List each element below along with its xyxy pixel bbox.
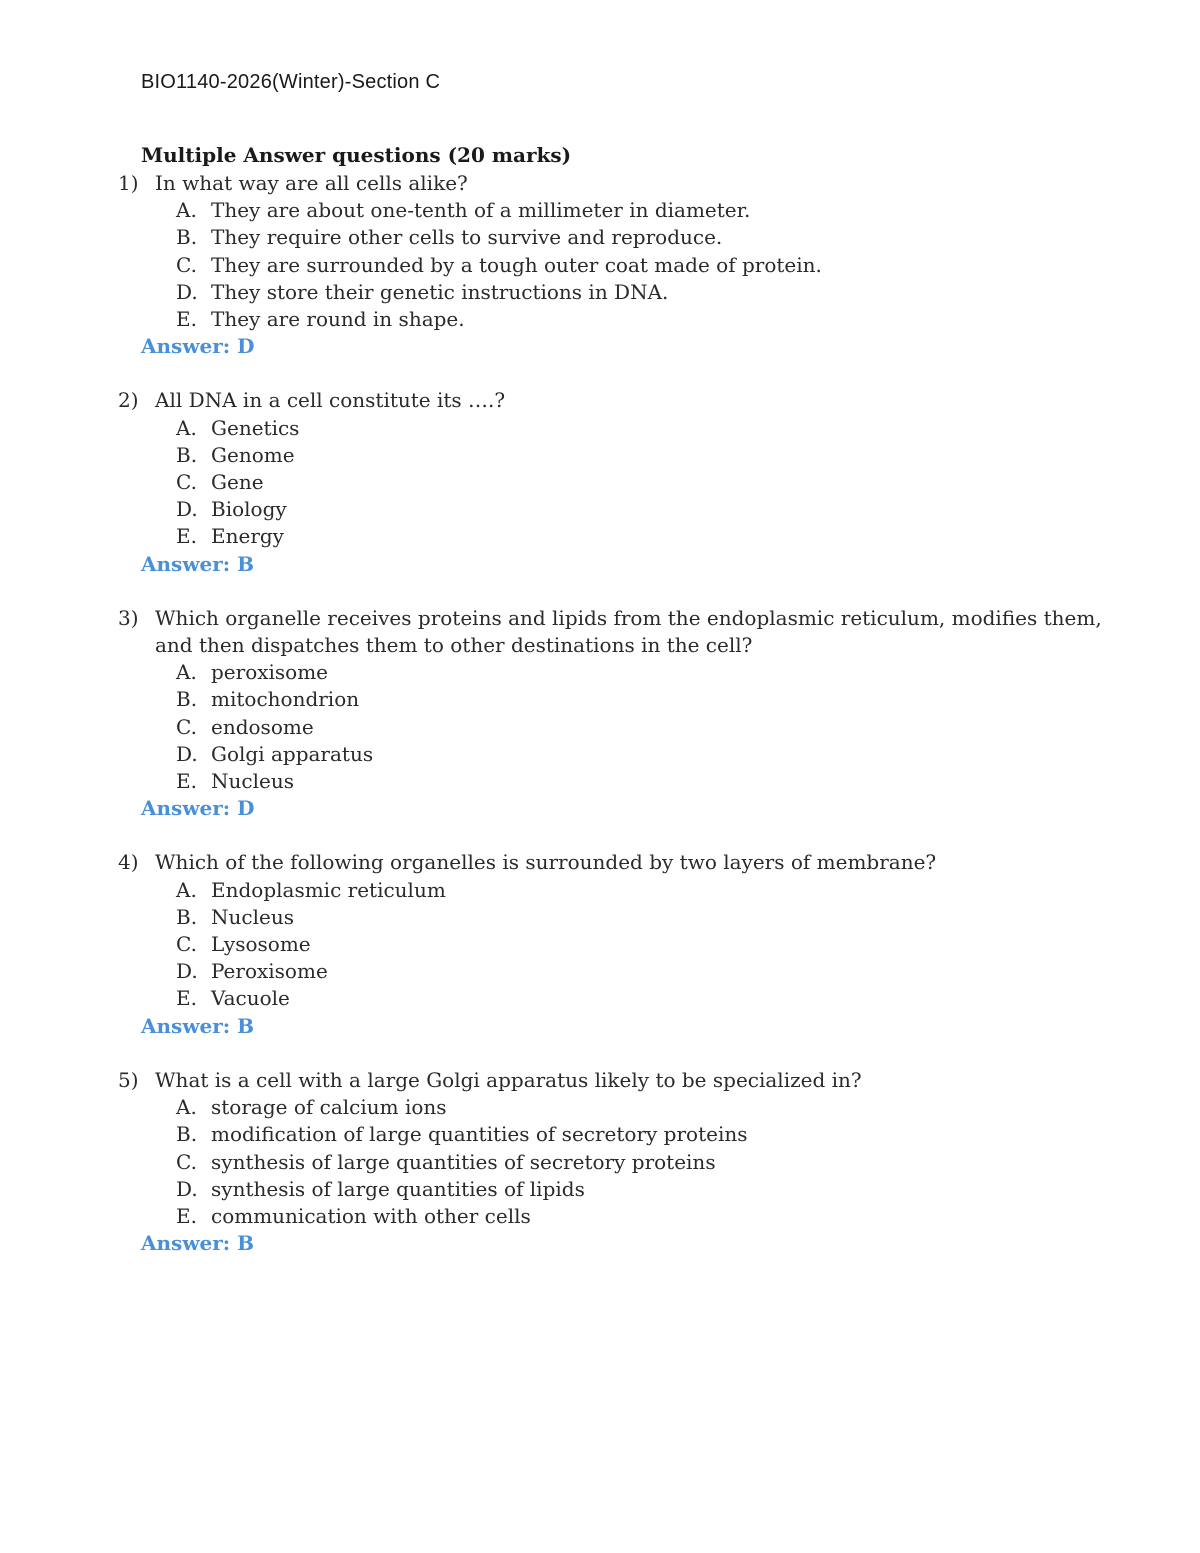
option-item (176, 686, 1116, 713)
option-letter: D. (176, 497, 198, 522)
option-text: Lysosome (211, 932, 311, 957)
option-item (176, 469, 1116, 496)
option-letter: C. (176, 252, 197, 277)
option-letter: C. (176, 470, 197, 495)
option-item (176, 904, 1116, 931)
option-text: Nucleus (211, 904, 294, 929)
option-letter: E. (176, 1203, 197, 1228)
option-list (116, 659, 1116, 795)
answer-key: Answer: D (141, 796, 255, 821)
option-text: They store their genetic instructions in DNA. (211, 279, 669, 304)
option-text: Golgi apparatus (211, 741, 374, 766)
option-letter: A. (176, 415, 197, 440)
option-text: Peroxisome (211, 959, 328, 984)
option-item (176, 877, 1116, 904)
option-letter: A. (176, 877, 197, 902)
option-item (176, 1094, 1116, 1121)
question-4 (116, 849, 1116, 1039)
option-item (176, 252, 1116, 279)
option-text: They are about one-tenth of a millimeter in diameter. (211, 198, 751, 223)
option-text: Energy (211, 524, 284, 549)
option-letter: A. (176, 660, 197, 685)
option-letter: B. (176, 904, 198, 929)
option-item (176, 496, 1116, 523)
option-text: storage of calcium ions (211, 1095, 447, 1120)
option-item (176, 931, 1116, 958)
option-text: They are round in shape. (211, 307, 465, 332)
answer-key: Answer: D (141, 334, 255, 359)
option-text: Genome (211, 442, 295, 467)
option-text: mitochondrion (211, 687, 360, 712)
option-letter: B. (176, 1122, 198, 1147)
option-text: synthesis of large quantities of secretory proteins (211, 1149, 716, 1174)
question-text (116, 387, 1116, 414)
option-letter: C. (176, 932, 197, 957)
option-text: Nucleus (211, 769, 294, 794)
question-prompt: Which of the following organelles is surrounded by two layers of membrane? (155, 850, 937, 875)
option-text: Vacuole (211, 986, 290, 1011)
answer-key: Answer: B (141, 551, 255, 576)
option-list (116, 415, 1116, 551)
option-item (176, 224, 1116, 251)
option-letter: E. (176, 307, 197, 332)
option-letter: D. (176, 741, 198, 766)
option-item (176, 442, 1116, 469)
question-prompt: Which organelle receives proteins and lipids from the endoplasmic reticulum, modifies them, and then dispatches them to other destinations in the cell? (155, 605, 1102, 658)
option-item (176, 741, 1116, 768)
option-item (176, 659, 1116, 686)
option-letter: E. (176, 986, 197, 1011)
option-item (176, 714, 1116, 741)
option-item (176, 279, 1116, 306)
option-text: Endoplasmic reticulum (211, 877, 446, 902)
option-item (176, 415, 1116, 442)
option-text: synthesis of large quantities of lipids (211, 1176, 585, 1201)
option-letter: D. (176, 279, 198, 304)
question-text (116, 1067, 1116, 1094)
option-text: modification of large quantities of secretory proteins (211, 1122, 748, 1147)
option-letter: A. (176, 1095, 197, 1120)
question-number: 1) (118, 171, 139, 195)
question-2 (116, 387, 1116, 577)
option-item (176, 958, 1116, 985)
question-5 (116, 1067, 1116, 1257)
option-letter: E. (176, 524, 197, 549)
question-prompt: All DNA in a cell constitute its ….? (155, 388, 506, 413)
option-letter: A. (176, 198, 197, 223)
question-number: 4) (118, 850, 139, 875)
option-list (116, 877, 1116, 1013)
option-letter: D. (176, 959, 198, 984)
question-number: 5) (118, 1067, 139, 1092)
option-item (176, 1203, 1116, 1230)
option-letter: D. (176, 1176, 198, 1201)
option-letter: C. (176, 714, 197, 739)
option-letter: C. (176, 1149, 197, 1174)
answer-key: Answer: B (141, 1231, 255, 1256)
option-letter: B. (176, 442, 198, 467)
option-item (176, 1176, 1116, 1203)
option-letter: B. (176, 687, 198, 712)
option-text: Biology (211, 497, 287, 522)
answer-key: Answer: B (141, 1013, 255, 1038)
option-item (176, 197, 1116, 224)
option-item (176, 768, 1116, 795)
option-letter: E. (176, 769, 197, 794)
option-letter: B. (176, 225, 198, 250)
question-list (116, 170, 1116, 1284)
option-item (176, 306, 1116, 333)
option-text: They require other cells to survive and reproduce. (211, 225, 723, 250)
option-item (176, 1121, 1116, 1148)
option-list (116, 1094, 1116, 1230)
option-item (176, 1149, 1116, 1176)
question-3 (116, 605, 1116, 823)
option-text: They are surrounded by a tough outer coat made of protein. (211, 252, 822, 277)
option-text: Genetics (211, 415, 300, 440)
document-header: BIO1140-2026(Winter)-Section C (141, 71, 441, 93)
question-number: 3) (118, 605, 139, 630)
option-text: Gene (211, 470, 264, 495)
option-list (116, 197, 1116, 333)
question-prompt: In what way are all cells alike? (155, 171, 468, 195)
question-prompt: What is a cell with a large Golgi apparatus likely to be specialized in? (155, 1067, 862, 1092)
question-text (116, 849, 1116, 876)
option-item (176, 985, 1116, 1012)
option-text: communication with other cells (211, 1203, 531, 1228)
option-text: endosome (211, 714, 314, 739)
question-text (116, 605, 1116, 659)
section-title: Multiple Answer questions (20 marks) (141, 143, 572, 167)
question-1 (116, 170, 1116, 360)
question-text (116, 170, 1116, 197)
question-number: 2) (118, 388, 139, 413)
option-text: peroxisome (211, 660, 329, 685)
option-item (176, 523, 1116, 550)
